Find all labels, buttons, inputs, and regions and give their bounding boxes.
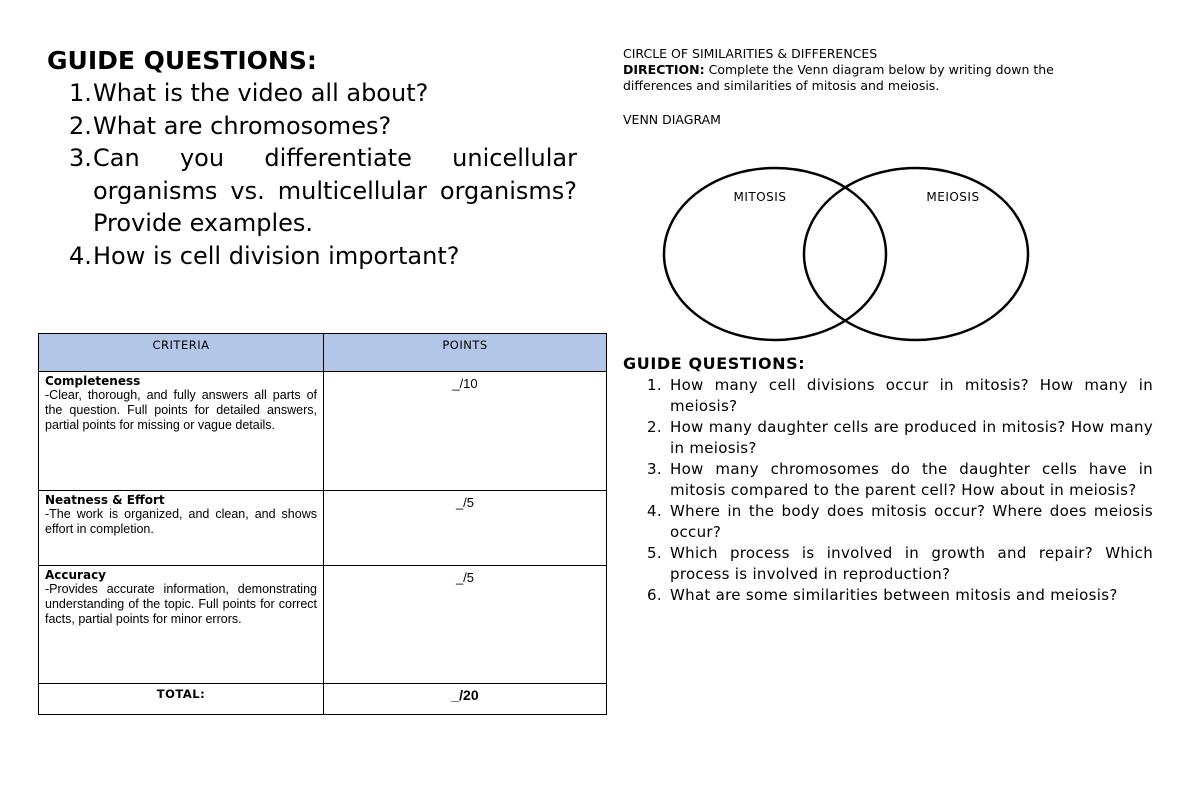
left-guide-title: GUIDE QUESTIONS: xyxy=(47,46,317,75)
question-text: Can you differentiate unicellular organisms vs. multicellular organisms? Provide examples. xyxy=(93,144,577,237)
question-text: How is cell division important? xyxy=(93,241,460,270)
left-question-list xyxy=(47,77,577,272)
right-question-item xyxy=(623,543,1153,585)
right-question-item xyxy=(623,585,1153,606)
criteria-header: CRITERIA xyxy=(39,334,324,372)
points-cell: _/5 xyxy=(324,566,607,684)
question-text: How many daughter cells are produced in mitosis? How many in meiosis? xyxy=(670,418,1153,457)
rubric-total-row xyxy=(39,684,607,715)
criteria-description: -Clear, thorough, and fully answers all parts of the question. Full points for detailed answers, partial points for missing or vague details. xyxy=(45,388,317,432)
question-number: 4. xyxy=(69,241,92,270)
left-question-item xyxy=(47,142,577,240)
criteria-cell xyxy=(39,491,324,566)
points-cell: _/10 xyxy=(324,372,607,491)
rubric-header-row xyxy=(39,334,607,372)
criteria-title: Completeness xyxy=(45,374,141,388)
right-question-item xyxy=(623,501,1153,543)
rubric-row-accuracy xyxy=(39,566,607,684)
direction-text: Complete the Venn diagram below by writing down the differences and similarities of mitosis and meiosis. xyxy=(623,62,1054,93)
meiosis-label: MEIOSIS xyxy=(926,190,980,204)
left-question-item xyxy=(47,110,577,143)
right-question-item xyxy=(623,417,1153,459)
question-number: 1. xyxy=(69,79,92,107)
criteria-description: -Provides accurate information, demonstrating understanding of the topic. Full points for correct facts, partial points for minor errors. xyxy=(45,582,317,626)
right-question-item xyxy=(623,459,1153,501)
right-question-list xyxy=(623,375,1153,606)
question-text: What are some similarities between mitosis and meiosis? xyxy=(670,586,1118,604)
venn-diagram-label: VENN DIAGRAM xyxy=(623,112,721,127)
question-text: How many cell divisions occur in mitosis? How many in meiosis? xyxy=(670,376,1153,415)
question-text: How many chromosomes do the daughter cells have in mitosis compared to the parent cell? How about in meiosis? xyxy=(670,460,1153,499)
right-guide-title: GUIDE QUESTIONS: xyxy=(623,354,806,373)
total-points: _/20 xyxy=(324,684,607,715)
question-number: 6. xyxy=(647,586,662,604)
total-label: TOTAL: xyxy=(39,684,324,715)
question-number: 2. xyxy=(69,111,92,140)
question-number: 5. xyxy=(647,544,662,562)
question-number: 3. xyxy=(69,144,92,172)
left-question-item xyxy=(47,240,577,273)
criteria-title: Neatness & Effort xyxy=(45,493,165,507)
question-text: What is the video all about? xyxy=(93,79,429,107)
direction-label: DIRECTION: xyxy=(623,62,705,77)
circle-heading: CIRCLE OF SIMILARITIES & DIFFERENCES xyxy=(623,46,878,61)
points-cell: _/5 xyxy=(324,491,607,566)
direction-text-block xyxy=(623,62,1123,94)
right-guide-questions xyxy=(623,353,1153,606)
criteria-title: Accuracy xyxy=(45,568,107,582)
circle-heading-block xyxy=(623,46,1123,94)
left-question-item xyxy=(47,77,577,110)
rubric-table xyxy=(38,333,607,715)
rubric-row-neatness xyxy=(39,491,607,566)
question-number: 2. xyxy=(647,418,662,436)
criteria-cell xyxy=(39,566,324,684)
criteria-cell xyxy=(39,372,324,491)
meiosis-circle xyxy=(804,168,1028,340)
question-number: 4. xyxy=(647,502,662,520)
points-header: POINTS xyxy=(324,334,607,372)
left-guide-questions xyxy=(47,45,577,272)
question-number: 1. xyxy=(647,376,662,394)
criteria-description: -The work is organized, and clean, and shows effort in completion. xyxy=(45,507,317,536)
question-text: Where in the body does mitosis occur? Where does meiosis occur? xyxy=(670,502,1153,541)
venn-diagram xyxy=(660,165,1035,343)
right-question-item xyxy=(623,375,1153,417)
rubric-row-completeness xyxy=(39,372,607,491)
question-text: Which process is involved in growth and repair? Which process is involved in reproduction? xyxy=(670,544,1153,583)
mitosis-label: MITOSIS xyxy=(733,190,787,204)
question-text: What are chromosomes? xyxy=(93,111,392,140)
question-number: 3. xyxy=(647,460,662,478)
